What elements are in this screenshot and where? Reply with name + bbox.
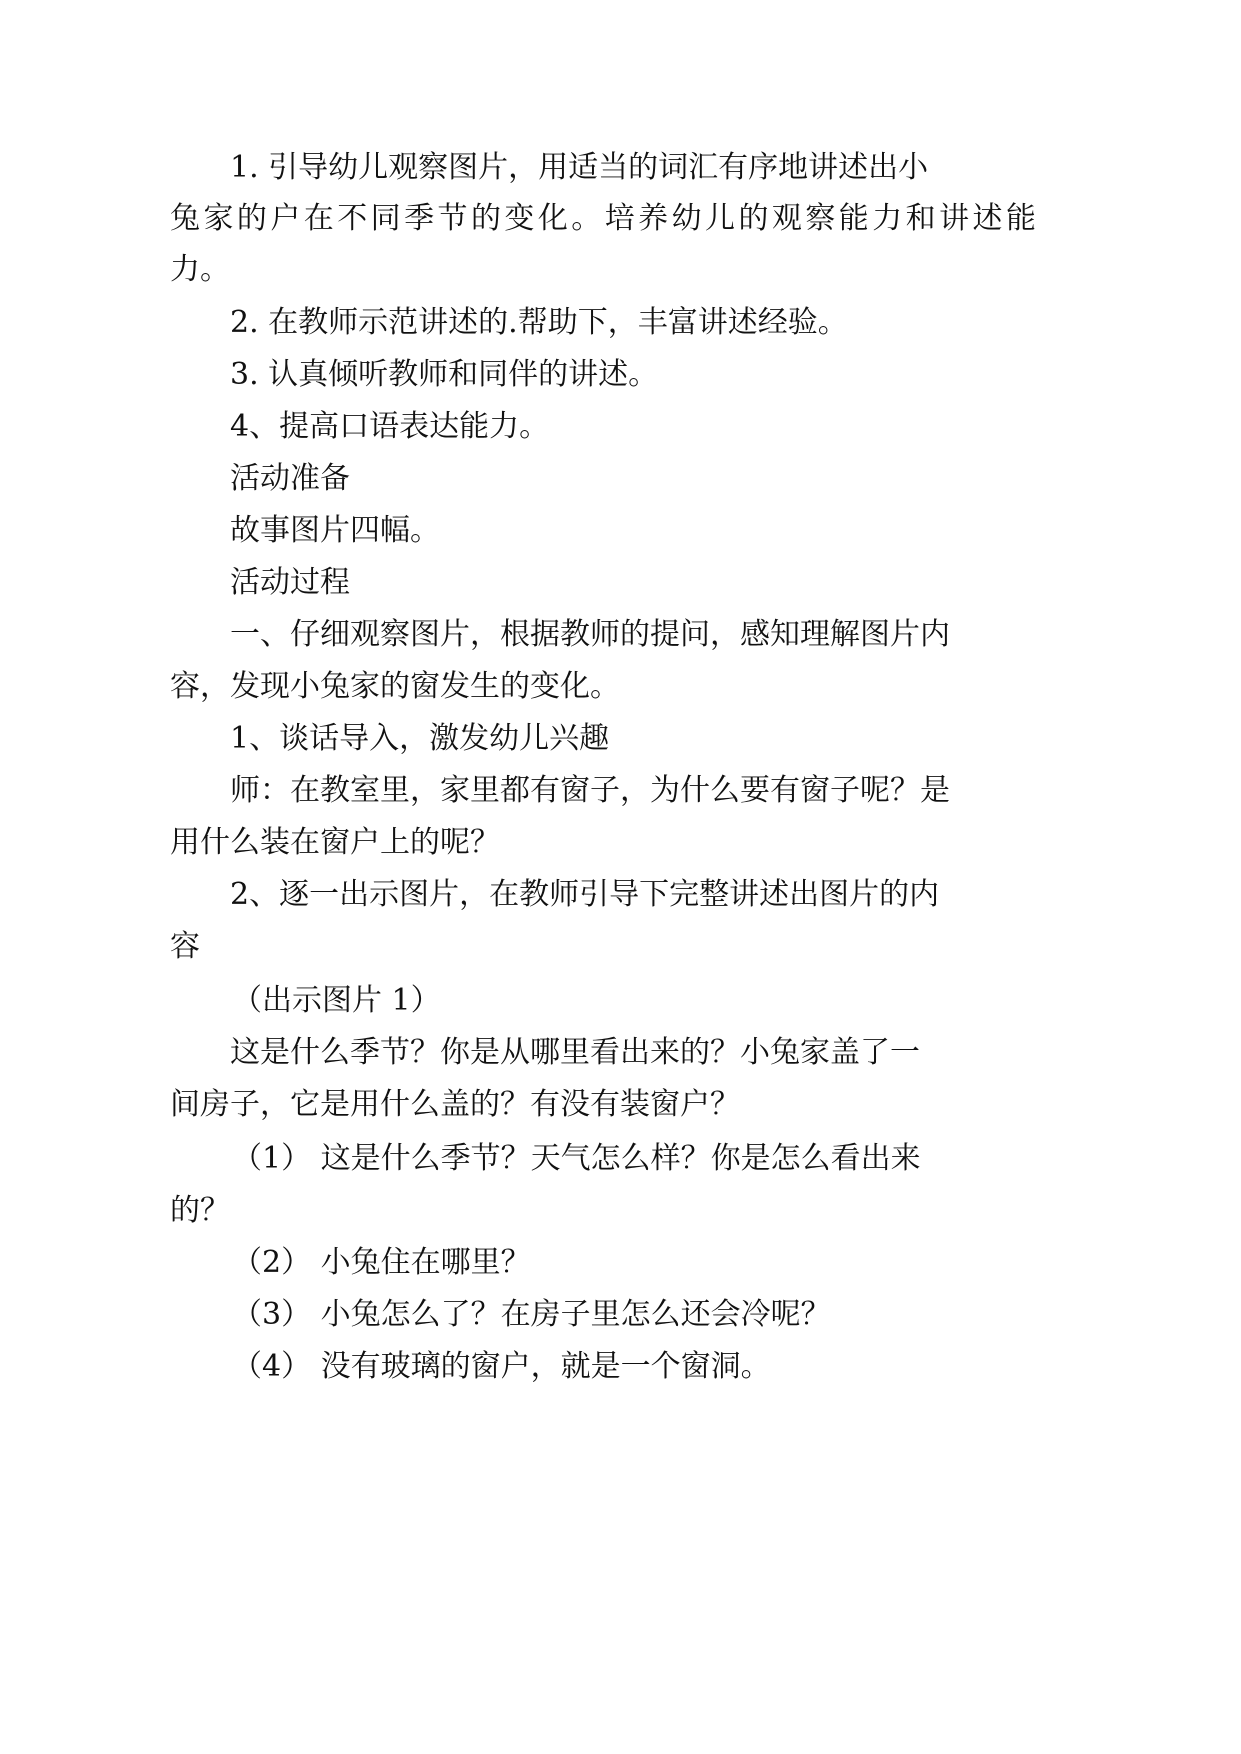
paragraph-line: （4） 没有玻璃的窗户，就是一个窗洞。 (232, 1349, 771, 1384)
section-heading: 活动过程 (230, 565, 350, 600)
paragraph-line: （3） 小兔怎么了？在房子里怎么还会冷呢？ (232, 1297, 831, 1332)
paragraph-line: （出示图片 1） (232, 983, 441, 1018)
paragraph-line: 3. 认真倾听教师和同伴的讲述。 (230, 357, 659, 392)
paragraph-line: 师：在教室里，家里都有窗子，为什么要有窗子呢？是 (230, 773, 950, 808)
paragraph-line: 用什么装在窗户上的呢？ (170, 825, 500, 860)
section-heading: 活动准备 (230, 461, 350, 496)
paragraph-line: 兔家的户在不同季节的变化。培养幼儿的观察能力和讲述能 (170, 201, 1036, 236)
paragraph-line: 这是什么季节？你是从哪里看出来的？小兔家盖了一 (230, 1035, 920, 1070)
paragraph-line: （1） 这是什么季节？天气怎么样？你是怎么看出来 (232, 1141, 921, 1176)
paragraph-line: 故事图片四幅。 (230, 513, 440, 548)
paragraph-line: 一、仔细观察图片，根据教师的提问，感知理解图片内 (230, 617, 950, 652)
paragraph-line: 1、谈话导入，激发幼儿兴趣 (230, 721, 610, 756)
paragraph-line: 2. 在教师示范讲述的.帮助下，丰富讲述经验。 (230, 305, 848, 340)
paragraph-line: 力。 (170, 252, 230, 287)
paragraph-line: 的？ (170, 1193, 230, 1228)
paragraph-line: 间房子，它是用什么盖的？有没有装窗户？ (170, 1087, 740, 1122)
paragraph-line: （2） 小兔住在哪里？ (232, 1245, 531, 1280)
paragraph-line: 1. 引导幼儿观察图片，用适当的词汇有序地讲述出小 (230, 150, 929, 185)
paragraph-line: 容，发现小兔家的窗发生的变化。 (170, 669, 620, 704)
paragraph-line: 容 (170, 929, 200, 964)
paragraph-line: 2、逐一出示图片，在教师引导下完整讲述出图片的内 (230, 877, 940, 912)
paragraph-line: 4、提高口语表达能力。 (230, 409, 550, 444)
